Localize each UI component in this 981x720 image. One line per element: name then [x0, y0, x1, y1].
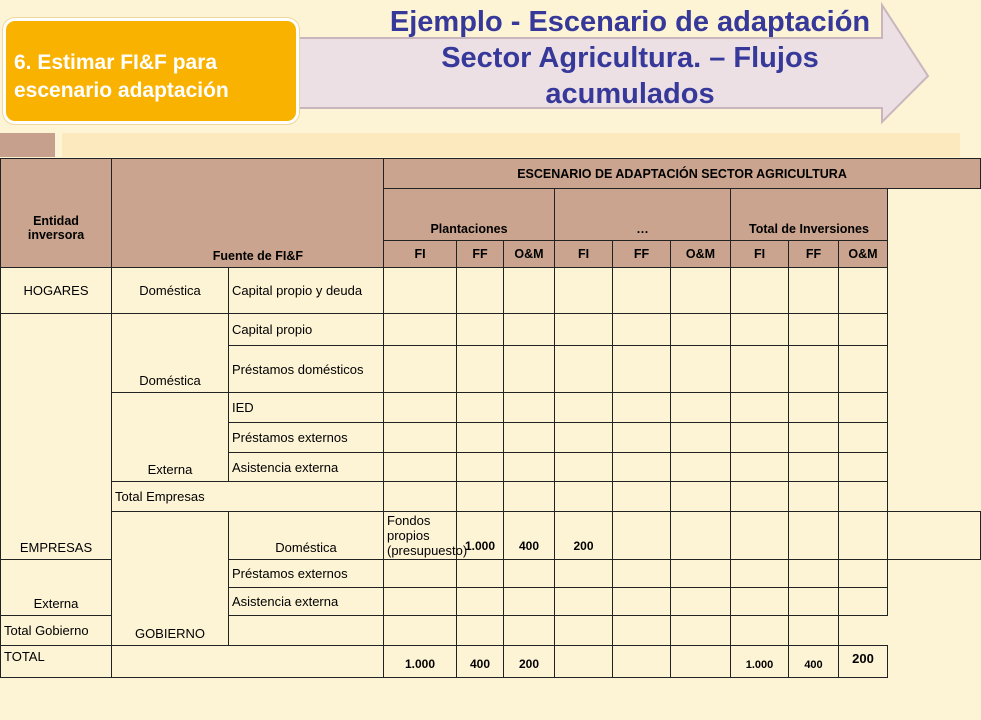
table-cell [839, 560, 888, 588]
value-cell: 200 [504, 646, 555, 678]
table-cell [839, 588, 888, 616]
table-cell [789, 560, 839, 588]
table-cell [555, 268, 613, 314]
table-cell [671, 393, 731, 423]
table-row [1, 314, 981, 346]
value-cell: 1.000 [457, 512, 504, 560]
row-label: Fondos propios (presupuesto) [384, 512, 457, 560]
table-cell [555, 646, 613, 678]
table-cell [731, 588, 789, 616]
scenario-header: ESCENARIO DE ADAPTACIÓN SECTOR AGRICULTURA [384, 159, 981, 189]
subcol-header: O&M [671, 241, 731, 268]
table-cell [613, 423, 671, 453]
subcol-header: FI [731, 241, 789, 268]
table-cell [384, 393, 457, 423]
subcol-header: FF [457, 241, 504, 268]
value-cell: 400 [789, 646, 839, 678]
table-cell [671, 423, 731, 453]
row-label-total-gobierno: Total Gobierno [1, 616, 229, 646]
table-cell [839, 512, 888, 560]
table-cell [888, 512, 981, 560]
table-cell [671, 560, 731, 588]
table-cell [555, 423, 613, 453]
table-cell [671, 314, 731, 346]
table-cell [839, 314, 888, 346]
table-cell [789, 393, 839, 423]
source-domestica: Doméstica [112, 268, 229, 314]
row-label: Préstamos externos [229, 423, 384, 453]
table-cell [789, 616, 839, 646]
table-cell [839, 393, 888, 423]
table-cell [457, 453, 504, 482]
table-cell [504, 616, 555, 646]
table-cell [789, 423, 839, 453]
subcol-header: FF [789, 241, 839, 268]
table-cell [555, 616, 613, 646]
subcol-header: O&M [839, 241, 888, 268]
subcol-header: O&M [504, 241, 555, 268]
table-cell [839, 423, 888, 453]
divider-bar-left [0, 133, 55, 157]
table-cell [671, 268, 731, 314]
value-cell: 200 [839, 646, 888, 678]
slide-title-line-3: acumulados [545, 78, 715, 110]
table-cell [384, 482, 457, 512]
table-cell [789, 314, 839, 346]
table-cell [671, 346, 731, 393]
entity-hogares: HOGARES [1, 268, 112, 314]
table-cell [384, 453, 457, 482]
table-row [1, 482, 981, 512]
table-cell [839, 453, 888, 482]
subcol-header: FI [555, 241, 613, 268]
table-cell [789, 512, 839, 560]
table-cell [504, 346, 555, 393]
table-cell [671, 616, 731, 646]
row-label: Préstamos domésticos [229, 346, 384, 393]
table-cell [457, 423, 504, 453]
table-cell [613, 512, 671, 560]
subcol-header: FI [384, 241, 457, 268]
table-cell [457, 393, 504, 423]
table-cell [731, 393, 789, 423]
table-cell [731, 423, 789, 453]
table-cell [384, 616, 457, 646]
table-cell [457, 346, 504, 393]
table-header-row [1, 159, 981, 189]
table-cell [504, 453, 555, 482]
row-label: Préstamos externos [229, 560, 384, 588]
table-cell [839, 482, 888, 512]
table-row [1, 512, 981, 560]
source-domestica: Doméstica [112, 314, 229, 393]
table-cell [384, 588, 457, 616]
entity-total: TOTAL [1, 646, 112, 678]
table-cell [731, 346, 789, 393]
value-cell: 400 [457, 646, 504, 678]
table-cell [555, 453, 613, 482]
table-cell [671, 453, 731, 482]
table-cell [504, 268, 555, 314]
table-cell [671, 588, 731, 616]
table-cell [384, 314, 457, 346]
table-cell [731, 453, 789, 482]
col-header-entidad: Entidad inversora [1, 159, 112, 268]
table-cell [384, 423, 457, 453]
table-cell [613, 646, 671, 678]
table-cell [839, 346, 888, 393]
row-label: IED [229, 393, 384, 423]
slide-title [340, 4, 920, 112]
table-cell [457, 482, 504, 512]
table-cell [555, 560, 613, 588]
slide-title-line-1: Ejemplo - Escenario de adaptación [389, 6, 871, 38]
table-cell [789, 482, 839, 512]
table-cell [839, 268, 888, 314]
table-cell [504, 423, 555, 453]
table-cell [731, 314, 789, 346]
entity-empresas: EMPRESAS [1, 314, 112, 560]
table-cell [457, 588, 504, 616]
table-cell [457, 268, 504, 314]
source-externa: Externa [112, 393, 229, 482]
table-cell [457, 314, 504, 346]
value-cell: 400 [504, 512, 555, 560]
table-cell [555, 346, 613, 393]
row-label: Asistencia externa [229, 453, 384, 482]
row-label: Asistencia externa [229, 588, 384, 616]
step-label-line-1: 6. Estimar FI&F para [14, 51, 218, 74]
table-cell [613, 588, 671, 616]
table-cell [671, 512, 731, 560]
table-cell [504, 314, 555, 346]
source-domestica: Doméstica [229, 512, 384, 560]
table-cell [457, 616, 504, 646]
table-row [1, 393, 981, 423]
slide-title-line-2: Sector Agricultura. – Flujos [441, 42, 819, 74]
entity-gobierno: GOBIERNO [112, 512, 229, 646]
table-cell [504, 482, 555, 512]
table-cell [613, 616, 671, 646]
table-cell [789, 588, 839, 616]
table-cell [789, 346, 839, 393]
table-cell [112, 646, 384, 678]
table-cell [384, 346, 457, 393]
table-cell [613, 393, 671, 423]
table-cell [671, 482, 731, 512]
table-cell [384, 268, 457, 314]
table-cell [613, 560, 671, 588]
group-header-ellipsis: … [555, 189, 731, 241]
table-cell [555, 482, 613, 512]
table-row-total [1, 646, 981, 678]
table-cell [731, 560, 789, 588]
table-cell [613, 346, 671, 393]
table-cell [731, 268, 789, 314]
table-cell [731, 482, 789, 512]
table-cell [457, 560, 504, 588]
table-cell [229, 616, 384, 646]
slide-header [0, 0, 960, 130]
table-cell [613, 268, 671, 314]
table-cell [731, 616, 789, 646]
source-externa: Externa [1, 560, 112, 616]
divider-bar-right [62, 133, 960, 157]
row-label: Capital propio y deuda [229, 268, 384, 314]
table-cell [384, 560, 457, 588]
table-cell [671, 646, 731, 678]
table-cell [504, 560, 555, 588]
step-label-box [3, 18, 299, 124]
table-cell [731, 512, 789, 560]
table-cell [613, 314, 671, 346]
value-cell: 200 [555, 512, 613, 560]
table-cell [504, 393, 555, 423]
table-cell [504, 588, 555, 616]
subcol-header: FF [613, 241, 671, 268]
row-label-total-empresas: Total Empresas [112, 482, 384, 512]
step-label-line-2: escenario adaptación [14, 79, 229, 102]
value-cell: 1.000 [731, 646, 789, 678]
table-cell [555, 393, 613, 423]
group-header-total-inversiones: Total de Inversiones [731, 189, 888, 241]
row-label: Capital propio [229, 314, 384, 346]
table-cell [555, 314, 613, 346]
table-row [1, 268, 981, 314]
group-header-plantaciones: Plantaciones [384, 189, 555, 241]
table-cell [613, 453, 671, 482]
table-cell [613, 482, 671, 512]
table-cell [555, 588, 613, 616]
table-cell [789, 453, 839, 482]
investment-flows-table [0, 158, 981, 678]
col-header-fuente: Fuente de FI&F [112, 159, 384, 268]
table-cell [789, 268, 839, 314]
value-cell: 1.000 [384, 646, 457, 678]
